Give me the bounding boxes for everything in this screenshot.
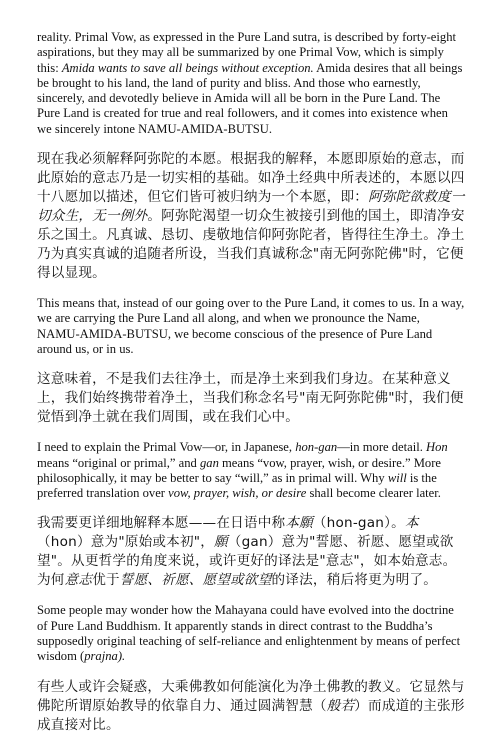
english-paragraph-6 [37, 603, 465, 664]
italic-text: 本 [404, 515, 419, 532]
text-run: This means that, instead of our going over to the Pure Land, it comes to us. In a way, we are carrying the Pure Land all along, and when we pronounce the Name, NAMU-AMIDA-BUTSU, we become conscious of the presence of Pure Land around us, or in us. [37, 296, 465, 356]
text-run: 的译法，稍后将更为明了。 [271, 572, 438, 589]
text-run: 现在我必须解释阿弥陀的本愿。根据我的解释，本愿即原始的意志，而此原始的意志乃是一切实相的基础。如净土经典中所表述的，本愿以四十八愿加以描述，但它们皆可被归纳为一个本愿，即： [37, 151, 465, 206]
text-run: Some people may wonder how the Mahayana could have evolved into the doctrine of Pure Land Buddhism. It apparently stands in direct contrast to the Buddha’s supposedly original teaching of self-reliance and enlightenment by means of perfect wisdom ( [37, 603, 461, 664]
italic-text: 誓愿、祈愿、愿望或欲望 [119, 572, 272, 589]
text-run: Amida desires that all beings be brought to his land, the land of purity and bliss. And those who earnestly, sincerely, and devotedly believe in Amida will all be born in the Pure Land. The Pure Land is created for true and real followers, and it comes into existence when we sincerely intone NAMU-AMIDA-BUTSU. [37, 60, 463, 136]
chinese-paragraph-1 [37, 150, 465, 283]
italic-text: prajna). [84, 649, 126, 664]
text-run: 优于 [92, 572, 120, 589]
italic-text: Amida wants to save all beings without exception. [61, 60, 314, 75]
text-run: —in more detail. [337, 440, 427, 455]
english-paragraph-4 [37, 440, 465, 501]
english-paragraph-2 [37, 296, 465, 357]
italic-text: 般若 [326, 697, 355, 714]
italic-text: hon-gan [295, 440, 338, 455]
chinese-paragraph-3 [37, 370, 465, 427]
english-paragraph-0 [37, 30, 465, 137]
text-run: ）而成道的主张形成直接对比。 [37, 697, 465, 733]
italic-text: gan [199, 455, 219, 470]
text-run: I need to explain the Primal Vow—or, in Japanese, [37, 440, 296, 455]
chinese-paragraph-7 [37, 678, 465, 735]
italic-text: will [387, 470, 407, 485]
text-run: shall become clearer later. [306, 486, 441, 501]
italic-text: Hon [426, 440, 448, 455]
text-run: 我需要更详细地解释本愿——在日语中称 [37, 515, 286, 532]
italic-text: 阿弥陀欲救度一切众生，无一例外 [37, 189, 465, 225]
text-run: 有些人或许会疑惑，大乘佛教如何能演化为净土佛教的教义。它显然与佛陀所谓原始教导的依靠自力、通过圆满智慧（ [37, 678, 465, 714]
text-run: （hon）意为"原始或本初"， [37, 534, 214, 551]
text-run: 这意味着，不是我们去往净土，而是净土来到我们身边。在某种意义上，我们始终携带着净土，当我们称念名号"南无阿弥陀佛"时，我们便觉悟到净土就在我们周围，或在我们心中。 [37, 371, 464, 426]
text-run: is the preferred translation over [37, 470, 437, 501]
italic-text: vow, prayer, wish, or desire [168, 486, 307, 501]
text-run: reality. Primal Vow, as expressed in the Pure Land sutra, is described by forty-eight aspirations, but they may all be summarized by one Primal Vow, which is simply this: [37, 30, 456, 75]
italic-text: 願 [214, 534, 228, 551]
chinese-paragraph-5 [37, 514, 465, 590]
text-run: means “original or primal,” and [37, 455, 200, 470]
text-run: （gan）意为"誓愿、祈愿、愿望或欲望"。从更哲学的角度来说，或许更好的译法是"意志"，如本始意志。为何 [37, 534, 457, 589]
text-run: 。阿弥陀渴望一切众生被接引到他的国土，即清净安乐之国土。凡真诚、恳切、虔敬地信仰阿弥陀者，皆得往生净土。净土乃为真实真诚的追随者所设，当我们真诚称念"南无阿弥陀佛"时，它便得以显现。 [37, 208, 465, 282]
text-run: means “vow, prayer, wish, or desire.” More philosophically, it may be better to say “will,” as in primal will. Why [37, 455, 442, 485]
italic-text: 意志 [64, 572, 93, 589]
document-page [37, 30, 465, 748]
italic-text: 本願 [285, 515, 313, 532]
text-run: （hon-gan）。 [312, 515, 405, 532]
